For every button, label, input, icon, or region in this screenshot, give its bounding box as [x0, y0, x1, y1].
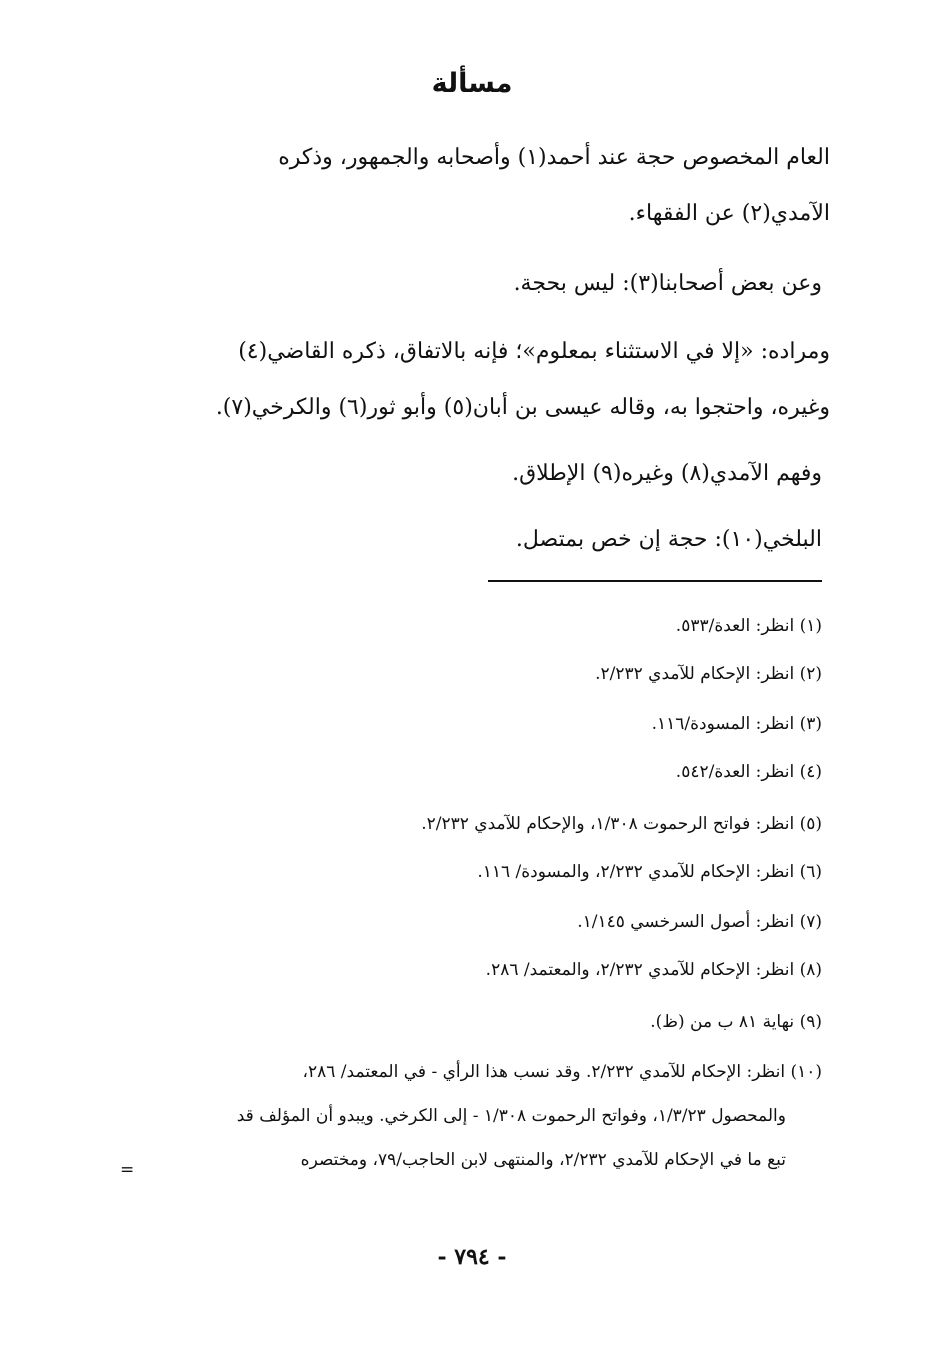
footnote-3: (٣) انظر: المسودة/١١٦. — [651, 714, 822, 734]
paragraph-1-line-1: العام المخصوص حجة عند أحمد(١) وأصحابه والجمهور، وذكره — [278, 145, 830, 170]
footnote-8: (٨) انظر: الإحكام للآمدي ٢/٢٣٢، والمعتمد/ ٢٨٦. — [485, 960, 822, 980]
paragraph-4: وفهم الآمدي(٨) وغيره(٩) الإطلاق. — [512, 461, 822, 486]
footnote-9: (٩) نهاية ٨١ ب من (ظ). — [650, 1012, 822, 1032]
footnote-10-line-1: (١٠) انظر: الإحكام للآمدي ٢/٢٣٢. وقد نسب هذا الرأي - في المعتمد/ ٢٨٦، — [302, 1062, 822, 1082]
footnote-2: (٢) انظر: الإحكام للآمدي ٢/٢٣٢. — [595, 664, 822, 684]
paragraph-1-line-2: الآمدي(٢) عن الفقهاء. — [628, 201, 830, 226]
footnote-divider — [488, 580, 822, 582]
continuation-mark: = — [120, 1160, 135, 1180]
footnote-7: (٧) انظر: أصول السرخسي ١/١٤٥. — [577, 912, 822, 932]
footnote-10-line-3: تبع ما في الإحكام للآمدي ٢/٢٣٢، والمنتهى لابن الحاجب/٧٩، ومختصره — [300, 1150, 786, 1170]
paragraph-3 — [102, 334, 830, 426]
footnote-5: (٥) انظر: فواتح الرحموت ١/٣٠٨، والإحكام للآمدي ٢/٢٣٢. — [421, 814, 822, 834]
footnote-4: (٤) انظر: العدة/٥٤٢. — [675, 762, 822, 782]
paragraph-3-line-1: ومراده: «إلا في الاستثناء بمعلوم»؛ فإنه بالاتفاق، ذكره القاضي(٤) — [238, 339, 830, 364]
footnote-10 — [102, 1050, 822, 1182]
paragraph-2: وعن بعض أصحابنا(٣): ليس بحجة. — [513, 271, 822, 296]
section-title: مسألة — [431, 68, 513, 99]
footnote-1: (١) انظر: العدة/٥٣٣. — [675, 616, 822, 636]
paragraph-3-line-2: وغيره، واحتجوا به، وقاله عيسى بن أبان(٥) وأبو ثور(٦) والكرخي(٧). — [215, 395, 830, 420]
paragraph-5: البلخي(١٠): حجة إن خص بمتصل. — [515, 527, 822, 552]
footnote-10-line-2: والمحصول ١/٣/٢٣، وفواتح الرحموت ١/٣٠٨ - إلى الكرخي. ويبدو أن المؤلف قد — [236, 1106, 786, 1126]
footnote-6: (٦) انظر: الإحكام للآمدي ٢/٢٣٢، والمسودة/ ١١٦. — [477, 862, 822, 882]
page-number: - ٧٩٤ - — [437, 1244, 507, 1270]
paragraph-1 — [102, 140, 830, 232]
